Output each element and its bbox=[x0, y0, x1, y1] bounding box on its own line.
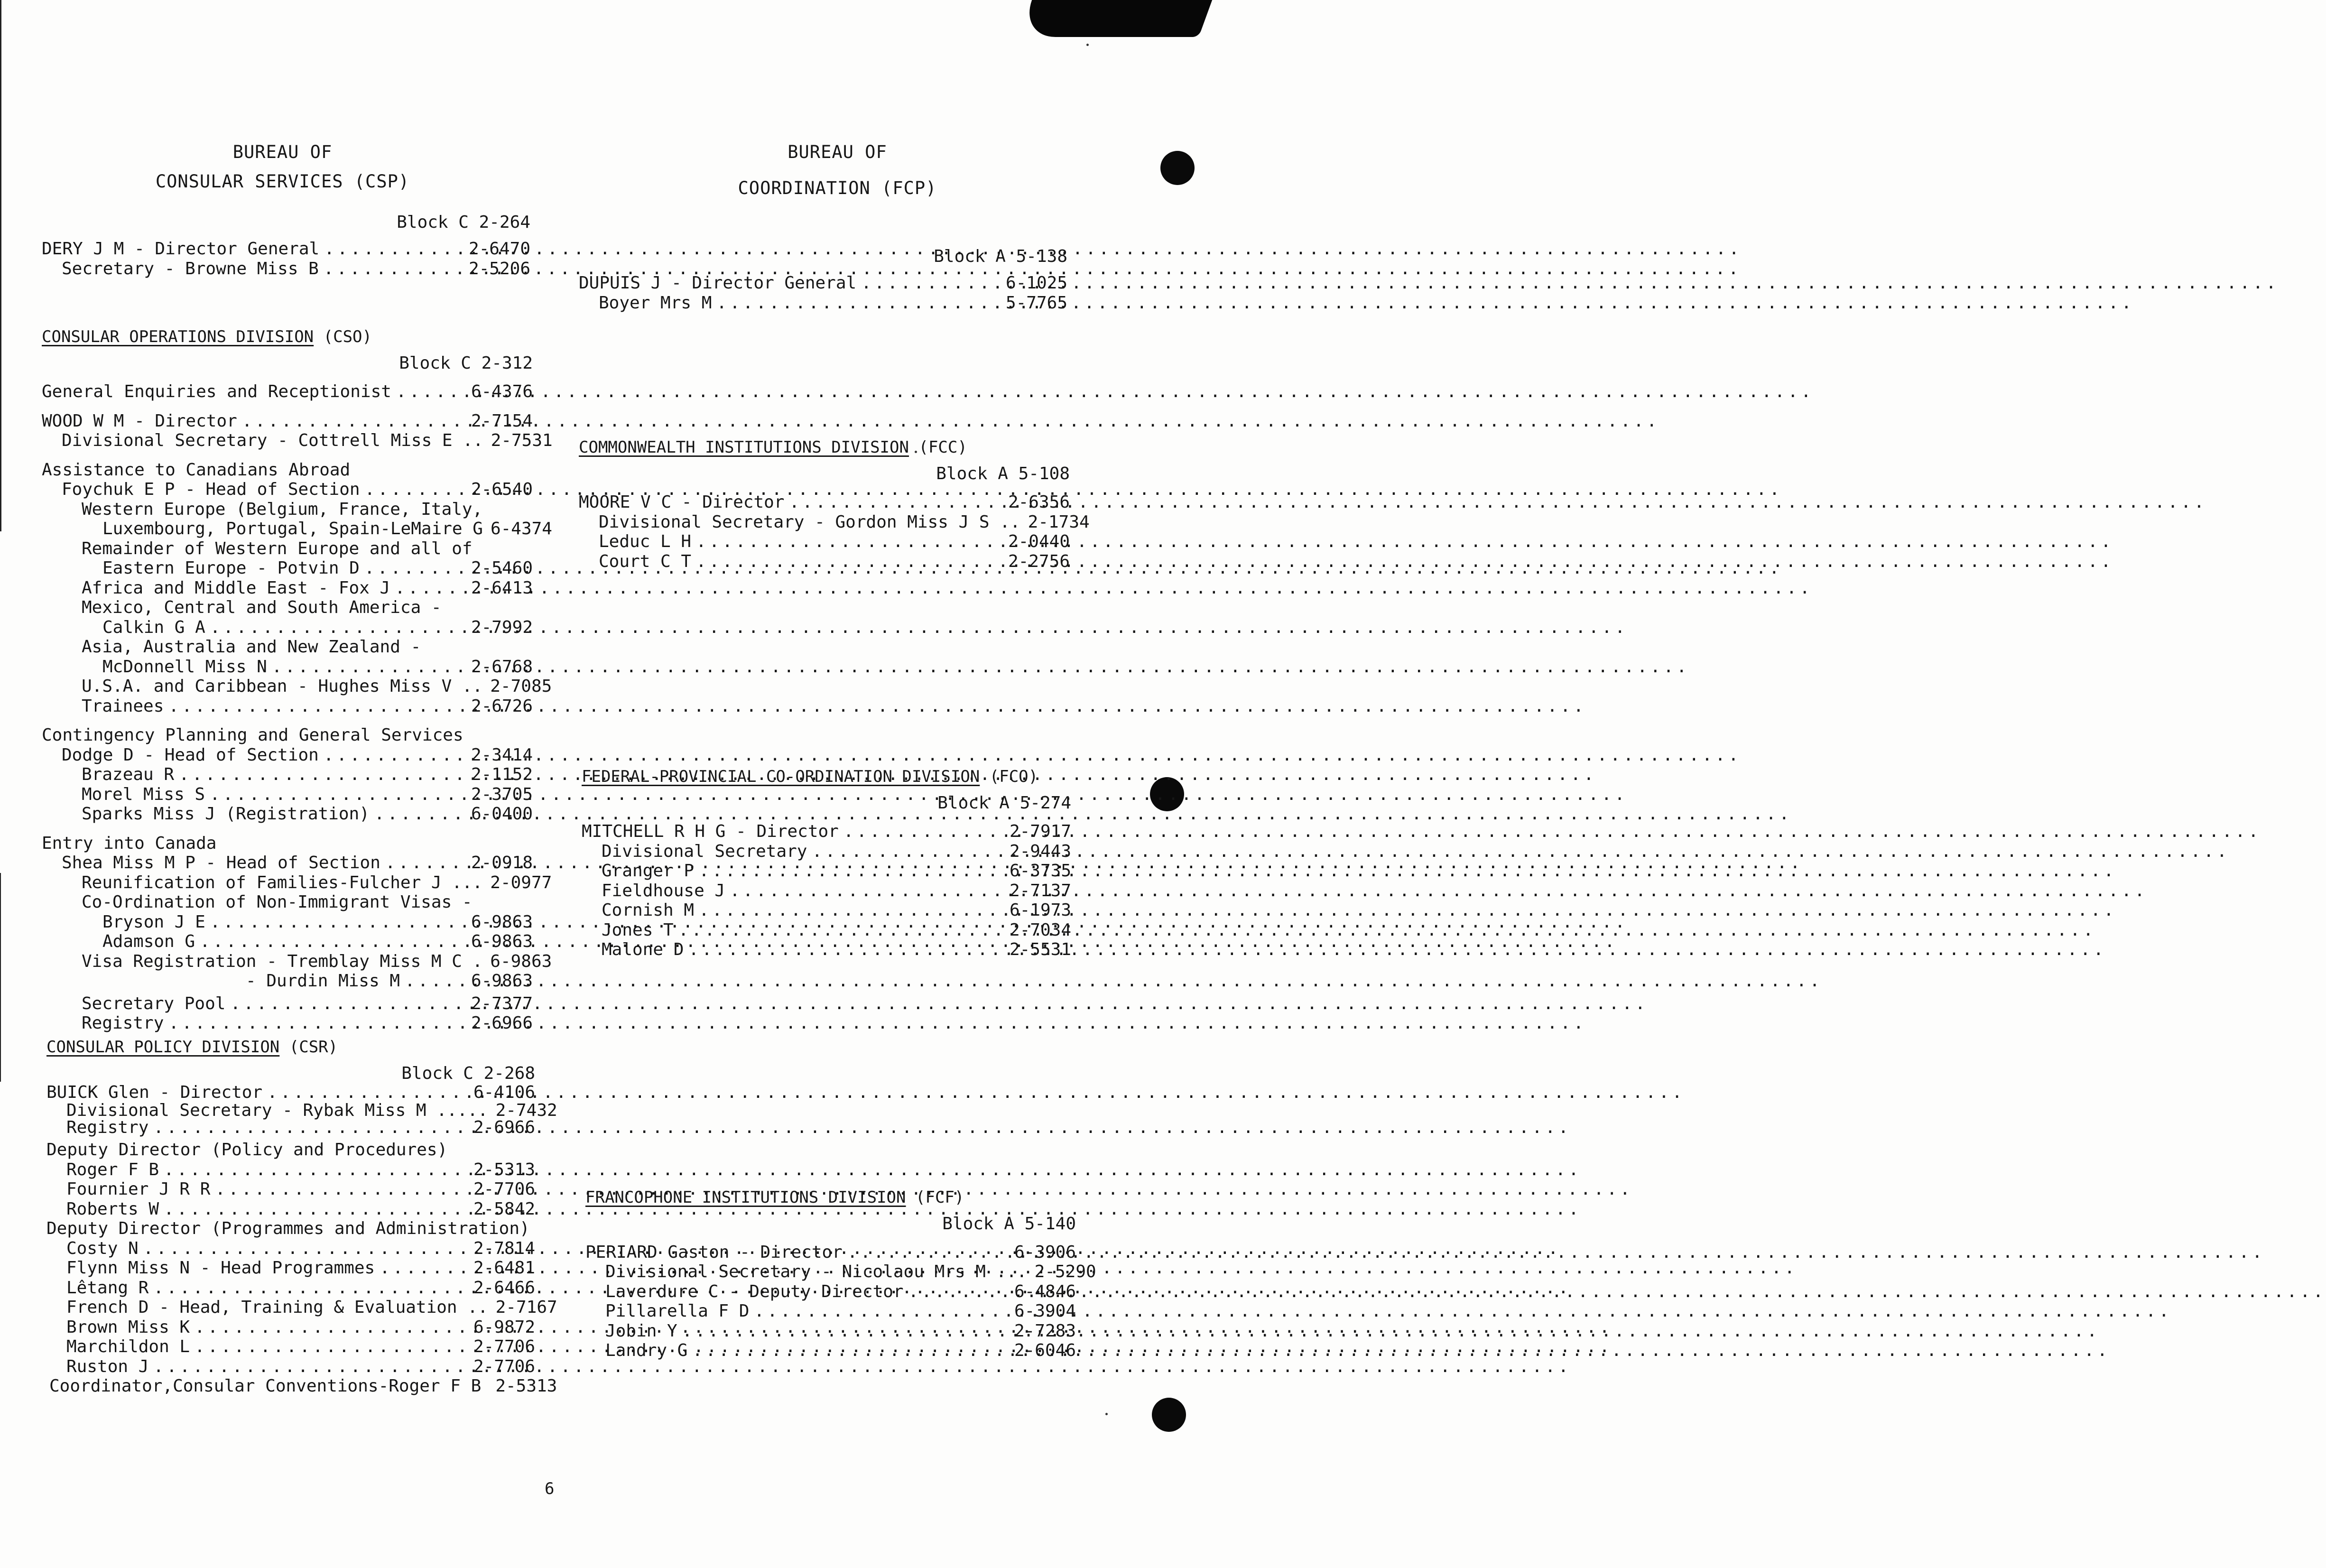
block-location: Block C 2-268 bbox=[401, 1063, 535, 1083]
entry-name: DUPUIS J - Director General bbox=[579, 273, 857, 293]
directory-entry bbox=[42, 657, 533, 677]
bureau-entries bbox=[579, 273, 1067, 313]
directory-entry bbox=[579, 492, 1070, 512]
entry-name: Registry bbox=[82, 1013, 164, 1033]
entry-phone: 2-7531 bbox=[491, 431, 553, 450]
entry-phone: 2-9443 bbox=[1009, 841, 1071, 861]
directory-entry bbox=[42, 480, 533, 500]
entry-phone: 2-6966 bbox=[473, 1118, 535, 1137]
entry-name: Morel Miss S bbox=[82, 784, 205, 804]
title-line-2: CONSULAR SERVICES (CSP) bbox=[155, 171, 410, 192]
entry-phone: 2-7034 bbox=[1009, 920, 1071, 940]
entry-name: McDonnell Miss N bbox=[102, 657, 267, 677]
directory-entry bbox=[42, 932, 533, 952]
division-name: FEDERAL-PROVINCIAL CO-ORDINATION DIVISION bbox=[582, 767, 980, 786]
directory-entry bbox=[582, 900, 1071, 920]
entry-phone: 6-1973 bbox=[1009, 900, 1071, 920]
entry-name: Malone D bbox=[602, 940, 684, 959]
entry-phone: 2-7377 bbox=[471, 993, 533, 1013]
directory-entry bbox=[582, 881, 1071, 901]
entry-phone: 2-5460 bbox=[471, 558, 533, 578]
entry-name: Leduc L H bbox=[599, 532, 692, 551]
entry-phone: 2-5531 bbox=[1009, 940, 1071, 959]
directory-entry bbox=[46, 1337, 535, 1357]
entry-name: Laverdure C - Deputy Director bbox=[605, 1281, 904, 1301]
subsection-heading: Entry into Canada bbox=[42, 833, 217, 853]
entry-phone: 6-3906 bbox=[1014, 1242, 1076, 1262]
region-line: Co-Ordination of Non-Immigrant Visas - bbox=[82, 892, 473, 912]
directory-entry bbox=[42, 431, 553, 451]
title-line-2: COORDINATION (FCP) bbox=[738, 178, 937, 198]
entry-phone: 2-5290 bbox=[1034, 1262, 1096, 1281]
entry-phone: 6-9863 bbox=[471, 971, 533, 991]
entry-name: Roger F B bbox=[66, 1160, 159, 1179]
directory-entry bbox=[585, 1321, 1076, 1341]
directory-entry bbox=[582, 842, 1071, 862]
entry-name: Jones T bbox=[602, 920, 674, 940]
division-heading bbox=[46, 1037, 535, 1057]
entry-name: MOORE V C - Director bbox=[579, 492, 785, 512]
directory-entry bbox=[579, 512, 1090, 532]
entry-name: Court C T bbox=[599, 551, 692, 571]
right-column bbox=[579, 138, 1096, 1361]
entry-phone: 5-7765 bbox=[1005, 293, 1067, 313]
directory-entry bbox=[42, 1013, 533, 1033]
entry-phone: 2-7706 bbox=[473, 1179, 535, 1199]
directory-entry bbox=[42, 872, 552, 893]
division-name: COMMONWEALTH INSTITUTIONS DIVISION bbox=[579, 438, 909, 457]
entry-phone: 2-5206 bbox=[468, 259, 530, 278]
directory-entry bbox=[582, 940, 1071, 960]
division-name: FRANCOPHONE INSTITUTIONS DIVISION bbox=[585, 1188, 906, 1207]
title-line-1: BUREAU OF bbox=[232, 142, 333, 162]
division-heading bbox=[582, 767, 1071, 787]
entry-phone: 2-1152 bbox=[471, 765, 533, 784]
directory-entry bbox=[46, 1119, 535, 1136]
directory-entry bbox=[46, 1083, 535, 1103]
division-heading bbox=[579, 437, 1070, 457]
directory-entry bbox=[46, 1239, 535, 1259]
entry-name: Trainees bbox=[82, 696, 164, 716]
entry-phone: 2-7917 bbox=[1009, 822, 1071, 841]
entry-name: - Durdin Miss M bbox=[246, 971, 400, 991]
subsection-heading: Deputy Director (Programmes and Administration) bbox=[46, 1219, 530, 1238]
entry-name: Divisional Secretary - Cottrell Miss E .. bbox=[62, 431, 483, 450]
directory-entry bbox=[42, 912, 533, 932]
subsection-heading: Assistance to Canadians Abroad bbox=[42, 460, 351, 480]
entry-phone: 6-3735 bbox=[1009, 861, 1071, 881]
entry-phone: 2-6726 bbox=[471, 696, 533, 716]
directory-entry bbox=[46, 1278, 535, 1298]
entry-phone: 6-9872 bbox=[473, 1317, 535, 1337]
entry-name: MITCHELL R H G - Director bbox=[582, 822, 839, 841]
entry-name: Cornish M bbox=[602, 900, 695, 920]
entry-phone: 2-7085 bbox=[490, 677, 552, 696]
entry-name: Divisional Secretary - Gordon Miss J S .. bbox=[599, 512, 1020, 532]
entry-name: Brazeau R bbox=[82, 765, 175, 784]
entry-phone: 2-6356 bbox=[1008, 492, 1070, 512]
entry-name: Lêtang R bbox=[66, 1278, 149, 1298]
directory-entry bbox=[585, 1301, 1076, 1321]
directory-entry bbox=[42, 259, 530, 279]
entry-name: Adamson G bbox=[102, 932, 195, 951]
bureau-entries bbox=[42, 239, 530, 278]
region-line: Remainder of Western Europe and all of bbox=[82, 538, 473, 558]
block-location: Block A 5-274 bbox=[937, 793, 1071, 813]
entry-name: Ruston J bbox=[66, 1356, 149, 1376]
page-number: 6 bbox=[545, 1479, 555, 1498]
entry-phone: 2-6466 bbox=[473, 1278, 535, 1298]
directory-entry bbox=[42, 994, 533, 1014]
entry-name: Shea Miss M P - Head of Section bbox=[62, 853, 380, 872]
entry-phone: 2-6768 bbox=[471, 657, 533, 677]
entry-phone: 6-4374 bbox=[490, 519, 552, 538]
directory-entry bbox=[579, 273, 1067, 293]
csr-section bbox=[42, 1037, 557, 1396]
entry-phone: 6-4106 bbox=[473, 1082, 535, 1102]
entry-phone: 2-6966 bbox=[471, 1013, 533, 1033]
directory-entry bbox=[42, 239, 530, 259]
entry-name: Sparks Miss J (Registration) bbox=[82, 804, 370, 824]
entry-name: Africa and Middle East - Fox J bbox=[82, 578, 390, 598]
directory-entry bbox=[582, 920, 1071, 940]
scan-speck bbox=[1105, 1413, 1108, 1415]
division-name: CONSULAR OPERATIONS DIVISION bbox=[42, 327, 314, 346]
directory-entry bbox=[585, 1282, 1076, 1302]
entry-name: Divisional Secretary bbox=[602, 841, 807, 861]
block-location: Block A 5-140 bbox=[942, 1214, 1076, 1234]
cso-section bbox=[42, 327, 553, 1033]
directory-entry bbox=[42, 804, 533, 824]
entry-name: WOOD W M - Director bbox=[42, 411, 237, 431]
left-edge-line-lower bbox=[0, 873, 1, 1082]
entry-name: General Enquiries and Receptionist bbox=[42, 382, 391, 401]
division-code: (FCO) bbox=[989, 767, 1038, 786]
directory-entry bbox=[579, 552, 1070, 572]
entry-phone: 2-6470 bbox=[468, 239, 530, 259]
entry-phone: 6-9863 bbox=[471, 912, 533, 932]
block-location: Block A 5-108 bbox=[936, 464, 1070, 483]
directory-entry bbox=[46, 1376, 557, 1396]
division-code: (CSO) bbox=[323, 327, 372, 346]
fcc-section bbox=[579, 437, 1090, 571]
directory-entry bbox=[42, 558, 533, 578]
entry-name: Visa Registration - Tremblay Miss M C . bbox=[82, 951, 483, 971]
scan-speck bbox=[1086, 44, 1089, 46]
directory-entry bbox=[585, 1262, 1096, 1282]
entry-phone: 6-0400 bbox=[471, 804, 533, 824]
entry-phone: 2-0918 bbox=[471, 853, 533, 872]
directory-entry bbox=[579, 293, 1067, 313]
directory-entry bbox=[582, 861, 1071, 881]
directory-entry bbox=[42, 677, 552, 696]
entry-name: Luxembourg, Portugal, Spain-LeMaire G bbox=[102, 519, 483, 538]
subsection-heading: Contingency Planning and General Services bbox=[42, 725, 463, 745]
entry-phone: 2-7137 bbox=[1009, 881, 1071, 900]
entry-name: Costy N bbox=[66, 1238, 139, 1258]
entry-phone: 2-0977 bbox=[490, 872, 552, 892]
directory-entry bbox=[579, 532, 1070, 552]
entry-name: Flynn Miss N - Head Programmes bbox=[66, 1258, 375, 1278]
directory-entry bbox=[42, 971, 533, 991]
entry-phone: 2-7706 bbox=[473, 1337, 535, 1356]
entry-phone: 2-5313 bbox=[495, 1376, 557, 1396]
entry-phone: 2-7167 bbox=[495, 1298, 557, 1317]
directory-entry bbox=[42, 382, 533, 402]
directory-entry bbox=[46, 1179, 535, 1199]
entry-phone: 2-0440 bbox=[1008, 532, 1070, 551]
division-name: CONSULAR POLICY DIVISION bbox=[46, 1037, 280, 1057]
fco-section bbox=[579, 767, 1071, 960]
punch-hole-top bbox=[1160, 151, 1195, 185]
entry-phone: 2-2756 bbox=[1008, 551, 1070, 571]
entry-phone: 2-5842 bbox=[473, 1199, 535, 1219]
region-line: Asia, Australia and New Zealand - bbox=[82, 637, 421, 657]
entry-phone: 2-3705 bbox=[471, 784, 533, 804]
left-column bbox=[42, 138, 557, 1396]
entry-name: BUICK Glen - Director bbox=[46, 1082, 263, 1102]
entry-phone: 6-4376 bbox=[471, 382, 533, 401]
entry-name: Fournier J R R bbox=[66, 1179, 211, 1199]
directory-entry bbox=[42, 765, 533, 785]
entry-phone: 2-7992 bbox=[471, 617, 533, 637]
division-code: (FCF) bbox=[916, 1188, 964, 1207]
directory-entry bbox=[42, 411, 533, 431]
entry-phone: 2-7283 bbox=[1014, 1321, 1076, 1341]
entry-name: Foychuk E P - Head of Section bbox=[62, 480, 360, 499]
entry-phone: 6-9863 bbox=[471, 932, 533, 951]
entry-name: Pillarella F D bbox=[605, 1301, 750, 1321]
block-location: Block C 2-264 bbox=[397, 213, 530, 232]
entry-name: Reunification of Families-Fulcher J ... bbox=[82, 872, 483, 892]
entry-name: Secretary Pool bbox=[82, 993, 226, 1013]
left-edge-line bbox=[0, 0, 1, 531]
directory-entry bbox=[46, 1258, 535, 1278]
directory-entry bbox=[42, 618, 533, 638]
entry-phone: 2-6540 bbox=[471, 480, 533, 499]
division-heading bbox=[585, 1188, 1076, 1207]
entry-name: Fieldhouse J bbox=[602, 881, 725, 900]
entry-name: Divisional Secretary - Nicolaou Mrs M ... bbox=[605, 1262, 1027, 1281]
entry-name: Marchildon L bbox=[66, 1337, 190, 1356]
punch-hole-bottom bbox=[1152, 1398, 1186, 1432]
entry-phone: 6-1025 bbox=[1005, 273, 1067, 293]
entry-phone: 2-3414 bbox=[471, 745, 533, 765]
entry-phone: 2-6481 bbox=[473, 1258, 535, 1278]
entry-name: PERIARD Gaston - Director bbox=[585, 1242, 843, 1262]
entry-name: Calkin G A bbox=[102, 617, 205, 637]
directory-entry bbox=[42, 853, 533, 873]
entry-name: Dodge D - Head of Section bbox=[62, 745, 319, 765]
directory-entry bbox=[46, 1317, 535, 1337]
directory-entry bbox=[46, 1298, 557, 1317]
entry-name: French D - Head, Training & Evaluation .. bbox=[66, 1298, 488, 1317]
directory-entry bbox=[585, 1243, 1076, 1262]
directory-entry bbox=[42, 785, 533, 805]
entry-phone: 2-7706 bbox=[473, 1356, 535, 1376]
directory-entry bbox=[42, 519, 552, 539]
region-line: Mexico, Central and South America - bbox=[82, 598, 442, 617]
entry-name: U.S.A. and Caribbean - Hughes Miss V .. bbox=[82, 677, 483, 696]
directory-entry bbox=[46, 1101, 557, 1120]
entry-phone: 2-1734 bbox=[1028, 512, 1090, 532]
entry-name: DERY J M - Director General bbox=[42, 239, 320, 259]
entry-phone: 2-7432 bbox=[495, 1101, 557, 1120]
block-location: Block A 5-138 bbox=[934, 247, 1067, 266]
title-line-1: BUREAU OF bbox=[788, 142, 887, 162]
entry-name: Secretary - Browne Miss B bbox=[62, 259, 319, 278]
entry-name: Eastern Europe - Potvin D bbox=[102, 558, 360, 578]
entry-name: Bryson J E bbox=[102, 912, 205, 932]
entry-name: Coordinator,Consular Conventions-Roger F B bbox=[49, 1376, 482, 1396]
division-code: (CSR) bbox=[289, 1037, 338, 1057]
scan-corner-mark bbox=[1019, 0, 1212, 37]
entry-name: Divisional Secretary - Rybak Miss M ..... bbox=[66, 1101, 488, 1120]
entry-name: Registry bbox=[66, 1118, 149, 1137]
directory-entry bbox=[42, 578, 533, 598]
directory-entry bbox=[46, 1357, 535, 1377]
directory-entry bbox=[46, 1199, 535, 1219]
block-location: Block C 2-312 bbox=[399, 353, 533, 373]
directory-entry bbox=[42, 745, 533, 765]
entry-phone: 2-7814 bbox=[473, 1238, 535, 1258]
entry-phone: 2-5313 bbox=[473, 1160, 535, 1179]
entry-phone: 6-4846 bbox=[1014, 1281, 1076, 1301]
entry-name: Jobin Y bbox=[605, 1321, 677, 1341]
directory-entry bbox=[42, 951, 552, 972]
entry-phone: 2-7154 bbox=[471, 411, 533, 431]
directory-entry bbox=[42, 696, 533, 716]
entry-phone: 6-9863 bbox=[490, 951, 552, 971]
bureau-coordination-title bbox=[579, 138, 1096, 203]
entry-name: Landry G bbox=[605, 1341, 688, 1360]
directory-entry bbox=[46, 1160, 535, 1180]
directory-entry bbox=[585, 1341, 1076, 1361]
entry-phone: 2-6413 bbox=[471, 578, 533, 598]
region-line: Western Europe (Belgium, France, Italy, bbox=[82, 499, 483, 519]
entry-phone: 6-3904 bbox=[1014, 1301, 1076, 1321]
entry-phone: 2-6046 bbox=[1014, 1341, 1076, 1360]
entry-name: Boyer Mrs M bbox=[599, 293, 712, 313]
entry-name: Brown Miss K bbox=[66, 1317, 190, 1337]
directory-entry bbox=[582, 822, 1071, 842]
bureau-consular-title bbox=[42, 138, 523, 196]
division-code: (FCC) bbox=[918, 438, 967, 457]
division-heading bbox=[42, 327, 533, 347]
fcf-section bbox=[579, 1188, 1096, 1361]
entry-name: Roberts W bbox=[66, 1199, 159, 1219]
entry-name: Granger P bbox=[602, 861, 695, 881]
subsection-heading: Deputy Director (Policy and Procedures) bbox=[46, 1140, 448, 1160]
